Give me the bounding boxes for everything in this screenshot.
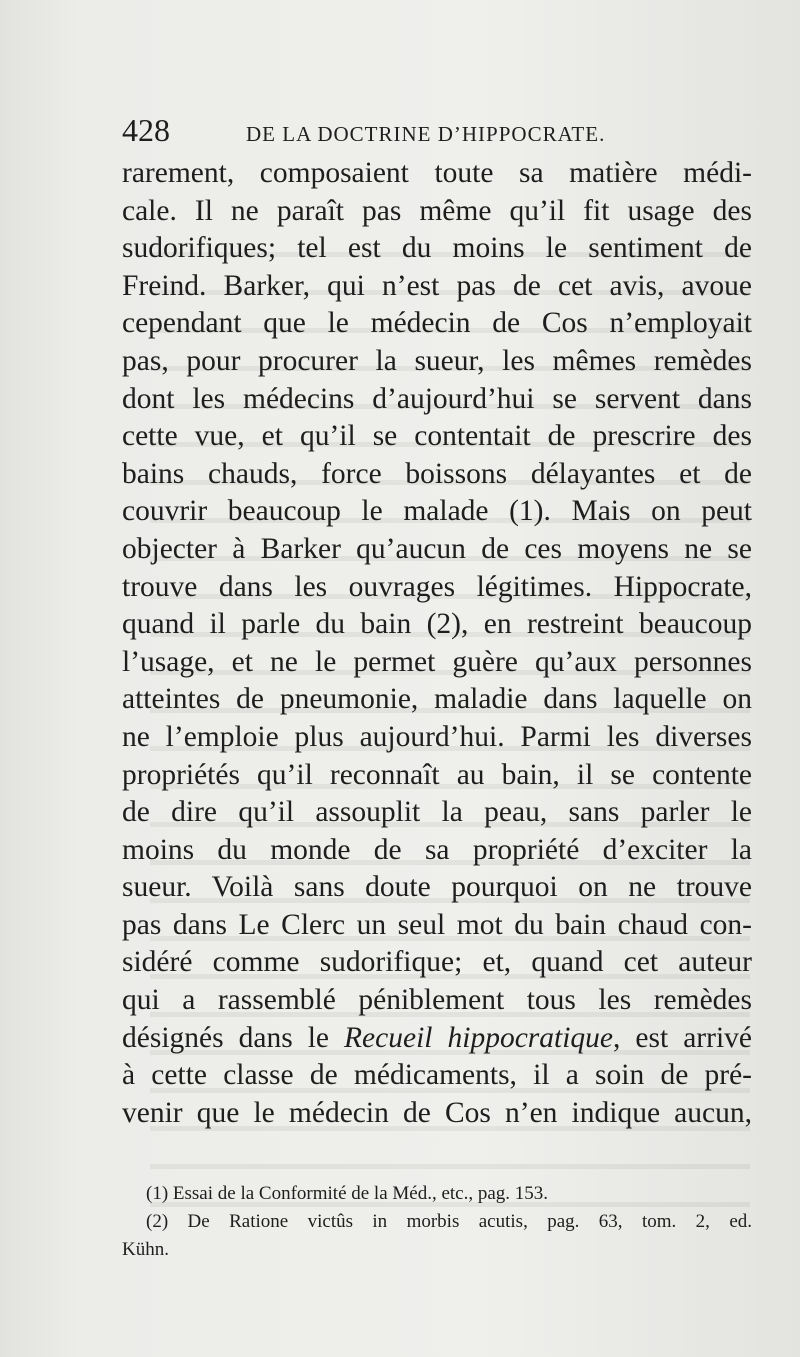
text-line: trouve dans les ouvrages légitimes. Hippocrate, [122,570,752,603]
text-line: moins du monde de sa propriété d’exciter la [122,833,752,866]
text-fragment: , est arrivé [613,1021,752,1054]
text-line: venir que le médecin de Cos n’en indique aucun, [122,1096,752,1129]
body-text [122,155,752,1132]
text-line: ne l’emploie plus aujourd’hui. Parmi les diverses [122,720,752,753]
page-header [122,112,752,152]
italic-title: Recueil hippocratique [344,1021,614,1054]
text-line: propriétés qu’il reconnaît au bain, il se contente [122,758,752,791]
footnotes [122,1180,752,1264]
text-line: bains chauds, force boissons délayantes et de [122,457,752,490]
text-line: objecter à Barker qu’aucun de ces moyens ne se [122,532,752,565]
page-number: 428 [122,112,170,148]
text-line: couvrir beaucoup le malade (1). Mais on peut [122,495,752,528]
text-line: sidéré comme sudorifique; et, quand cet auteur [122,946,752,979]
text-line: l’usage, et ne le permet guère qu’aux personnes [122,645,752,678]
text-line: Freind. Barker, qui n’est pas de cet avis, avoue [122,269,752,302]
text-line: rarement, composaient toute sa matière médi- [122,157,752,189]
text-line: dont les médecins d’aujourd’hui se servent dans [122,382,752,415]
text-line: à cette classe de médicaments, il a soin de pré- [122,1059,752,1092]
text-line: pas dans Le Clerc un seul mot du bain chaud con- [122,908,752,941]
footnote-1: (1) Essai de la Conformité de la Méd., etc., pag. 153. [146,1183,549,1204]
text-line: cette vue, et qu’il se contentait de prescrire des [122,420,752,453]
footnote-2: (2) De Ratione victûs in morbis acutis, pag. 63, tom. 2, ed. [146,1211,752,1232]
text-line: de dire qu’il assouplit la peau, sans parler le [122,796,752,829]
footnote-2-continuation: Kühn. [122,1239,169,1260]
text-line: sueur. Voilà sans doute pourquoi on ne trouve [122,871,752,904]
text-line-with-italic [122,1020,752,1058]
text-line: atteintes de pneumonie, maladie dans laquelle on [122,683,752,716]
text-line: sudorifiques; tel est du moins le sentiment de [122,232,752,265]
text-line: pas, pour procurer la sueur, les mêmes remèdes [122,344,752,377]
running-head: DE LA DOCTRINE D’HIPPOCRATE. [246,122,606,146]
text-fragment: désignés dans le [122,1021,345,1054]
text-line: qui a rassemblé péniblement tous les remèdes [122,984,752,1017]
text-line: quand il parle du bain (2), en restreint beaucoup [122,608,752,641]
text-line: cependant que le médecin de Cos n’employait [122,307,752,340]
text-line: cale. Il ne paraît pas même qu’il fit usage des [122,194,752,227]
